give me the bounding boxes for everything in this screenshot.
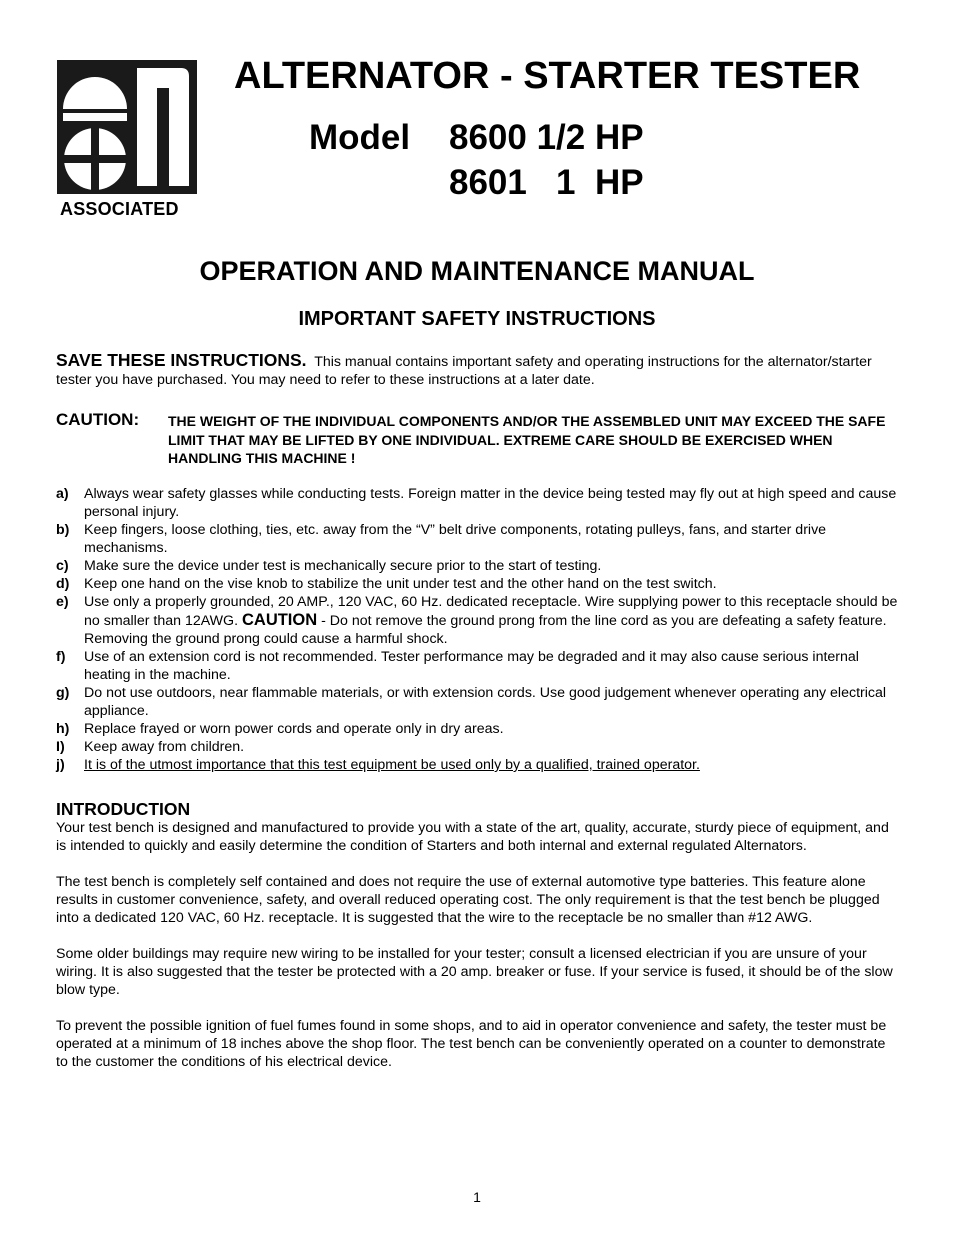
save-instructions <box>56 351 898 389</box>
item-text: Replace frayed or worn power cords and operate only in dry areas. <box>84 721 504 737</box>
safety-title: IMPORTANT SAFETY INSTRUCTIONS <box>298 308 656 330</box>
safety-list <box>56 485 898 774</box>
intro-paragraph: The test bench is completely self contained and does not require the use of external automotive type batteries. This feature alone results in customer convenience, safety, and overall reduced operating cost. The only requirement is that the test bench be plugged into a dedicated 120 VAC, 60 Hz. receptacle. It is suggested that the wire to the receptacle be no smaller than #12 AWG. <box>56 874 880 926</box>
caution-label: CAUTION: <box>56 410 140 429</box>
model-8601: 8601 1 HP <box>449 163 644 202</box>
item-text: Always wear safety glasses while conducting tests. Foreign matter in the device being tested may fly out at high speed and cause personal injury. <box>84 486 897 520</box>
list-item <box>56 521 898 557</box>
logo-label: ASSOCIATED <box>60 199 179 219</box>
item-letter: I) <box>56 739 65 755</box>
model-label: Model <box>309 118 411 157</box>
intro-paragraph: Some older buildings may require new wiring to be installed for your tester; consult a licensed electrician if you are unsure of your wiring. It is also suggested that the tester be protected with a 20 amp. breaker or fuse. If your service is fused, it should be of the slow blow type. <box>56 946 893 998</box>
list-item <box>56 720 898 738</box>
item-letter: d) <box>56 576 70 592</box>
list-item <box>56 756 898 774</box>
introduction-body <box>56 819 898 1089</box>
model-8600: 8600 1/2 HP <box>449 118 644 157</box>
item-text: Do not use outdoors, near flammable materials, or with extension cords. Use good judgement whenever operating any electrical appliance. <box>84 685 887 719</box>
intro-paragraph: Your test bench is designed and manufactured to provide you with a state of the art, quality, accurate, sturdy piece of equipment, and is intended to quickly and easily determine the condition of Starters and both internal and external regulated Alternators. <box>56 820 889 854</box>
item-text: Use of an extension cord is not recommended. Tester performance may be degraded and it may also cause serious internal heating in the machine. <box>84 649 859 683</box>
list-item <box>56 485 898 521</box>
item-text-before: Use only a properly grounded, 20 AMP., 120 VAC, 60 Hz. dedicated receptacle. Wire supplying power to this receptacle should be no smaller than 12AWG. <box>84 594 898 629</box>
manual-title: OPERATION AND MAINTENANCE MANUAL <box>199 256 755 286</box>
item-text: It is of the utmost importance that this test equipment be used only by a qualified, trained operator. <box>84 757 700 773</box>
inline-caution: CAUTION <box>241 611 318 629</box>
item-letter: e) <box>56 594 69 610</box>
associated-logo-icon <box>57 60 197 194</box>
list-item <box>56 593 898 648</box>
item-letter: a) <box>56 486 69 502</box>
item-letter: j) <box>56 757 65 773</box>
item-letter: c) <box>56 558 69 574</box>
save-instructions-text: This manual contains important safety and operating instructions for the alternator/starter tester you have purchased. You may need to refer to these instructions at a later date. <box>56 354 872 388</box>
list-item <box>56 648 898 684</box>
list-item <box>56 557 898 575</box>
item-text: Keep fingers, loose clothing, ties, etc. away from the “V” belt drive components, rotating pulleys, fans, and starter drive mechanisms. <box>84 522 827 556</box>
list-item <box>56 575 898 593</box>
introduction-heading: INTRODUCTION <box>56 799 191 819</box>
intro-paragraph: To prevent the possible ignition of fuel fumes found in some shops, and to aid in operator convenience and safety, the tester must be operated at a minimum of 18 inches above the shop floor. The test bench can be conveniently operated on a counter to demonstrate to the customer the conditions of his electrical device. <box>56 1018 887 1070</box>
item-text-after: - Do not remove the ground prong from the line cord as you are defeating a safety feature. Removing the ground prong could cause a harmful shock. <box>84 613 887 647</box>
page-number: 1 <box>473 1189 481 1205</box>
item-text <box>84 593 898 648</box>
item-letter: f) <box>56 649 66 665</box>
item-text: Keep away from children. <box>84 739 245 755</box>
item-letter: g) <box>56 685 70 701</box>
item-text: Keep one hand on the vise knob to stabilize the unit under test and the other hand on the test switch. <box>84 576 717 592</box>
list-item <box>56 684 898 720</box>
list-item <box>56 738 898 756</box>
item-letter: b) <box>56 522 70 538</box>
item-letter: h) <box>56 721 70 737</box>
save-instructions-lead: SAVE THESE INSTRUCTIONS. <box>56 350 307 370</box>
document-title: ALTERNATOR - STARTER TESTER <box>234 55 861 97</box>
item-text: Make sure the device under test is mechanically secure prior to the start of testing. <box>84 558 602 574</box>
caution-text: THE WEIGHT OF THE INDIVIDUAL COMPONENTS AND/OR THE ASSEMBLED UNIT MAY EXCEED THE SAFE LIMIT THAT MAY BE LIFTED BY ONE INDIVIDUAL. EXTREME CARE SHOULD BE EXERCISED WHEN HANDLING THIS MACHINE ! <box>168 413 886 466</box>
